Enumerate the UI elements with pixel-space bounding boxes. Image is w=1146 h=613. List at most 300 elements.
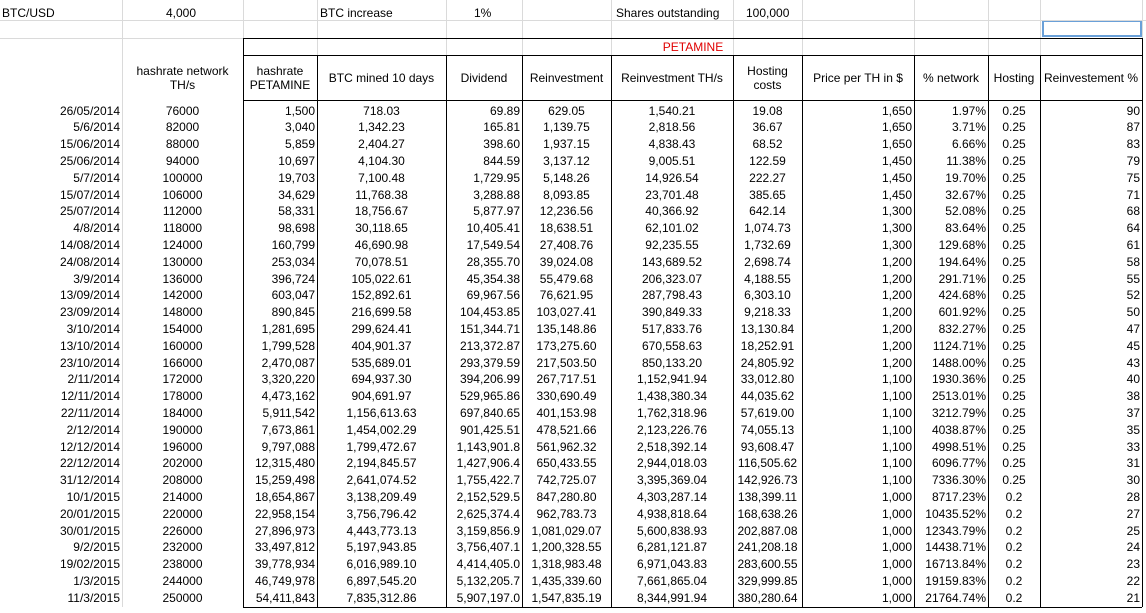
table-cell[interactable]: 238000 [162, 557, 203, 572]
table-cell[interactable]: 103,027.41 [536, 305, 597, 320]
table-cell[interactable]: 12,236.56 [539, 204, 594, 219]
header-3[interactable]: BTC mined 10 days [328, 71, 435, 85]
table-cell[interactable]: 11.38% [946, 153, 986, 168]
table-cell[interactable]: 1,000 [881, 557, 912, 572]
table-cell[interactable]: 4,188.55 [744, 271, 791, 286]
table-cell[interactable]: 4,303,287.14 [636, 489, 708, 504]
table-cell[interactable]: 27,896,973 [254, 523, 315, 538]
table-cell[interactable]: 2,818.56 [648, 120, 696, 135]
table-cell[interactable]: 106000 [162, 187, 203, 202]
table-cell[interactable]: 9,797,088 [261, 439, 315, 454]
table-cell[interactable]: 1124.71% [932, 338, 986, 353]
table-cell[interactable]: 0.2 [1005, 540, 1023, 555]
table-cell[interactable]: 208000 [162, 473, 203, 488]
table-cell[interactable]: 71 [1126, 187, 1140, 202]
table-cell[interactable]: 901,425.51 [459, 422, 520, 437]
table-cell[interactable]: 46,690.98 [354, 237, 409, 252]
table-cell[interactable]: 14,926.54 [645, 170, 699, 185]
table-cell[interactable]: 124000 [162, 237, 203, 252]
table-cell[interactable]: 962,783.73 [536, 506, 597, 521]
table-cell[interactable]: 57,619.00 [740, 405, 795, 420]
table-cell[interactable]: 64 [1126, 221, 1140, 236]
table-cell[interactable]: 19159.83% [925, 573, 986, 588]
table-cell[interactable]: 1,200 [881, 321, 912, 336]
table-cell[interactable]: 19,703 [278, 170, 315, 185]
table-cell[interactable]: 17,549.54 [466, 237, 520, 252]
row-date-cell[interactable]: 13/09/2014 [59, 288, 120, 303]
table-cell[interactable]: 904,691.97 [351, 389, 412, 404]
table-cell[interactable]: 5,197,943.85 [346, 540, 417, 555]
table-cell[interactable]: 0.25 [1002, 456, 1026, 471]
table-cell[interactable]: 136000 [162, 271, 203, 286]
table-cell[interactable]: 4,104.30 [358, 153, 405, 168]
table-cell[interactable]: 32.67% [945, 187, 986, 202]
table-cell[interactable]: 1,143,901.8 [456, 439, 520, 454]
table-cell[interactable]: 33,497,812 [254, 540, 315, 555]
table-cell[interactable]: 38 [1126, 389, 1140, 404]
table-cell[interactable]: 1,427,906.4 [456, 456, 520, 471]
table-cell[interactable]: 5,877.97 [473, 204, 520, 219]
table-cell[interactable]: 23 [1126, 557, 1140, 572]
table-cell[interactable]: 7,673,861 [261, 422, 315, 437]
table-cell[interactable]: 19.70% [945, 170, 986, 185]
table-cell[interactable]: 39,024.08 [539, 254, 594, 269]
header-1[interactable]: hashrate network TH/s [136, 64, 229, 92]
table-cell[interactable]: 2,123,226.76 [636, 422, 708, 437]
table-cell[interactable]: 30 [1126, 473, 1140, 488]
table-cell[interactable]: 143,689.52 [641, 254, 703, 269]
table-cell[interactable]: 10435.52% [925, 506, 986, 521]
table-cell[interactable]: 8,093.85 [543, 187, 590, 202]
table-cell[interactable]: 1,100 [881, 372, 912, 387]
table-cell[interactable]: 694,937.30 [351, 372, 412, 387]
table-cell[interactable]: 94000 [165, 153, 200, 168]
table-cell[interactable]: 3,137.12 [543, 153, 590, 168]
row-date-cell[interactable]: 2/12/2014 [66, 422, 120, 437]
row-date-cell[interactable]: 4/8/2014 [73, 221, 120, 236]
table-cell[interactable]: 47 [1126, 321, 1140, 336]
btc-increase-value[interactable]: 1% [474, 6, 492, 20]
btc-usd-label[interactable]: BTC/USD [2, 6, 55, 20]
table-cell[interactable]: 0.25 [1002, 389, 1026, 404]
table-cell[interactable]: 1,762,318.96 [636, 405, 708, 420]
table-cell[interactable]: 1,281,695 [261, 321, 315, 336]
table-cell[interactable]: 1,100 [881, 456, 912, 471]
table-cell[interactable]: 1,318,983.48 [531, 557, 602, 572]
table-cell[interactable]: 0.2 [1005, 523, 1023, 538]
table-cell[interactable]: 253,034 [271, 254, 315, 269]
row-date-cell[interactable]: 15/06/2014 [59, 137, 120, 152]
table-cell[interactable]: 844.59 [483, 153, 520, 168]
table-cell[interactable]: 98,698 [278, 221, 315, 236]
table-cell[interactable]: 24,805.92 [740, 355, 795, 370]
table-cell[interactable]: 1930.36% [931, 372, 986, 387]
table-cell[interactable]: 24 [1126, 540, 1140, 555]
table-cell[interactable]: 18,654,867 [254, 489, 315, 504]
table-cell[interactable]: 398.60 [483, 137, 520, 152]
table-cell[interactable]: 202000 [162, 456, 203, 471]
table-cell[interactable]: 1,450 [881, 187, 912, 202]
table-cell[interactable]: 3.71% [951, 120, 986, 135]
table-cell[interactable]: 27 [1126, 506, 1140, 521]
table-cell[interactable]: 3,288.88 [473, 187, 520, 202]
table-cell[interactable]: 190000 [162, 422, 203, 437]
table-cell[interactable]: 1,450 [881, 153, 912, 168]
table-cell[interactable]: 160,799 [271, 237, 315, 252]
table-cell[interactable]: 0.2 [1005, 506, 1023, 521]
table-cell[interactable]: 394,206.99 [459, 372, 520, 387]
table-cell[interactable]: 0.25 [1002, 170, 1026, 185]
table-cell[interactable]: 2,404.27 [358, 137, 405, 152]
header-10[interactable]: Hosting [993, 71, 1035, 85]
table-cell[interactable]: 3,395,369.04 [636, 473, 708, 488]
table-cell[interactable]: 424.68% [938, 288, 986, 303]
table-cell[interactable]: 890,845 [271, 305, 315, 320]
table-cell[interactable]: 154000 [162, 321, 203, 336]
table-cell[interactable]: 160000 [162, 338, 203, 353]
table-cell[interactable]: 216,699.58 [351, 305, 412, 320]
row-date-cell[interactable]: 24/08/2014 [59, 254, 120, 269]
table-cell[interactable]: 30,118.65 [355, 221, 408, 236]
table-cell[interactable]: 16713.84% [925, 557, 986, 572]
row-date-cell[interactable]: 5/7/2014 [73, 170, 120, 185]
table-cell[interactable]: 1,200,328.55 [531, 540, 602, 555]
shares-outstanding-value[interactable]: 100,000 [746, 6, 790, 20]
table-cell[interactable]: 21764.74% [925, 590, 986, 605]
table-cell[interactable]: 1,799,528 [261, 338, 315, 353]
table-cell[interactable]: 6,303.10 [744, 288, 791, 303]
table-cell[interactable]: 76,621.95 [539, 288, 594, 303]
table-cell[interactable]: 847,280.80 [536, 489, 597, 504]
table-cell[interactable]: 22,958,154 [254, 506, 315, 521]
table-cell[interactable]: 2,152,529.5 [456, 489, 520, 504]
table-cell[interactable]: 172000 [162, 372, 203, 387]
table-cell[interactable]: 214000 [162, 489, 203, 504]
table-cell[interactable]: 1,732.69 [744, 237, 791, 252]
table-cell[interactable]: 11,768.38 [355, 187, 408, 202]
row-date-cell[interactable]: 12/11/2014 [60, 389, 120, 404]
table-cell[interactable]: 561,962.32 [536, 439, 597, 454]
table-cell[interactable]: 1,000 [881, 590, 912, 605]
table-cell[interactable]: 138,399.11 [737, 489, 798, 504]
table-cell[interactable]: 0.25 [1002, 338, 1026, 353]
table-cell[interactable]: 291.71% [938, 271, 986, 286]
table-cell[interactable]: 9,005.51 [648, 153, 696, 168]
table-cell[interactable]: 0.25 [1002, 288, 1026, 303]
table-cell[interactable]: 1,100 [881, 389, 912, 404]
table-cell[interactable]: 7,661,865.04 [636, 573, 708, 588]
table-cell[interactable]: 31 [1126, 456, 1140, 471]
table-cell[interactable]: 45,354.38 [466, 271, 520, 286]
table-cell[interactable]: 178000 [162, 389, 203, 404]
row-date-cell[interactable]: 9/2/2015 [73, 540, 120, 555]
table-cell[interactable]: 75 [1126, 170, 1140, 185]
table-cell[interactable]: 1,200 [881, 271, 912, 286]
row-date-cell[interactable]: 30/01/2015 [59, 523, 120, 538]
table-cell[interactable]: 401,153.98 [536, 405, 597, 420]
table-cell[interactable]: 850,133.20 [641, 355, 703, 370]
table-cell[interactable]: 250000 [162, 590, 203, 605]
table-cell[interactable]: 4038.87% [931, 422, 986, 437]
table-cell[interactable]: 0.25 [1002, 187, 1026, 202]
table-cell[interactable]: 202,887.08 [737, 523, 798, 538]
table-cell[interactable]: 1,000 [881, 489, 912, 504]
table-cell[interactable]: 33 [1126, 439, 1140, 454]
table-cell[interactable]: 0.2 [1005, 557, 1023, 572]
table-cell[interactable]: 217,503.50 [536, 355, 597, 370]
table-cell[interactable]: 1,152,941.94 [636, 372, 708, 387]
table-cell[interactable]: 0.2 [1005, 573, 1023, 588]
table-cell[interactable]: 5,600,838.93 [636, 523, 708, 538]
table-cell[interactable]: 6,897,545.20 [346, 573, 417, 588]
table-cell[interactable]: 5,132,205.7 [456, 573, 520, 588]
table-cell[interactable]: 5,859 [284, 137, 315, 152]
table-cell[interactable]: 112000 [162, 204, 203, 219]
table-cell[interactable]: 1,200 [881, 338, 912, 353]
table-cell[interactable]: 0.25 [1002, 321, 1026, 336]
table-cell[interactable]: 12,315,480 [254, 456, 315, 471]
table-cell[interactable]: 404,901.37 [351, 338, 412, 353]
table-cell[interactable]: 21 [1126, 590, 1140, 605]
row-date-cell[interactable]: 19/02/2015 [59, 557, 120, 572]
table-cell[interactable]: 90 [1126, 103, 1140, 118]
table-cell[interactable]: 5,148.26 [543, 170, 590, 185]
table-cell[interactable]: 165.81 [483, 120, 520, 135]
table-cell[interactable]: 0.25 [1002, 221, 1026, 236]
table-cell[interactable]: 1,081,029.07 [531, 523, 602, 538]
table-cell[interactable]: 173,275.60 [536, 338, 597, 353]
table-cell[interactable]: 1,300 [881, 221, 912, 236]
table-cell[interactable]: 1,755,422.7 [456, 473, 520, 488]
table-cell[interactable]: 52.08% [945, 204, 986, 219]
table-cell[interactable]: 45 [1126, 338, 1140, 353]
table-cell[interactable]: 0.25 [1002, 271, 1026, 286]
table-cell[interactable]: 0.25 [1002, 103, 1026, 118]
table-cell[interactable]: 0.25 [1002, 254, 1026, 269]
table-cell[interactable]: 13,130.84 [740, 321, 795, 336]
header-7[interactable]: Hosting costs [747, 64, 788, 92]
table-cell[interactable]: 28 [1126, 489, 1140, 504]
table-cell[interactable]: 0.25 [1002, 137, 1026, 152]
header-4[interactable]: Dividend [460, 71, 508, 85]
table-cell[interactable]: 2,641,074.52 [346, 473, 417, 488]
row-date-cell[interactable]: 11/3/2015 [67, 590, 120, 605]
table-cell[interactable]: 0.25 [1002, 439, 1026, 454]
table-cell[interactable]: 92,235.55 [645, 237, 699, 252]
table-cell[interactable]: 1,650 [881, 103, 912, 118]
table-cell[interactable]: 100000 [162, 170, 203, 185]
table-cell[interactable]: 385.65 [749, 187, 786, 202]
table-cell[interactable]: 151,344.71 [459, 321, 520, 336]
row-date-cell[interactable]: 15/07/2014 [59, 187, 120, 202]
table-cell[interactable]: 1,100 [881, 405, 912, 420]
table-cell[interactable]: 2,470,087 [261, 355, 315, 370]
table-cell[interactable]: 46,749,978 [254, 573, 315, 588]
table-cell[interactable]: 478,521.66 [536, 422, 597, 437]
table-cell[interactable]: 2,698.74 [744, 254, 791, 269]
table-cell[interactable]: 10,697 [278, 153, 315, 168]
table-cell[interactable]: 22 [1126, 573, 1140, 588]
table-cell[interactable]: 79 [1126, 153, 1140, 168]
header-6[interactable]: Reinvestment TH/s [621, 71, 723, 85]
table-cell[interactable]: 329,999.85 [737, 573, 798, 588]
table-cell[interactable]: 1,000 [881, 540, 912, 555]
table-cell[interactable]: 122.59 [749, 153, 786, 168]
table-cell[interactable]: 58 [1126, 254, 1140, 269]
table-cell[interactable]: 50 [1126, 305, 1140, 320]
table-cell[interactable]: 10,405.41 [466, 221, 520, 236]
table-cell[interactable]: 52 [1126, 288, 1140, 303]
table-cell[interactable]: 1,200 [881, 355, 912, 370]
table-cell[interactable]: 2,194,845.57 [346, 456, 417, 471]
table-cell[interactable]: 27,408.76 [539, 237, 594, 252]
table-cell[interactable]: 287,798.43 [641, 288, 703, 303]
table-cell[interactable]: 1,000 [881, 573, 912, 588]
table-cell[interactable]: 1,540.21 [648, 103, 696, 118]
table-cell[interactable]: 0.25 [1002, 405, 1026, 420]
table-cell[interactable]: 7,835,312.86 [346, 590, 417, 605]
row-date-cell[interactable]: 14/08/2014 [59, 237, 120, 252]
table-cell[interactable]: 74,055.13 [740, 422, 795, 437]
table-cell[interactable]: 166000 [162, 355, 203, 370]
table-cell[interactable]: 0.25 [1002, 305, 1026, 320]
table-cell[interactable]: 7336.30% [931, 473, 986, 488]
table-cell[interactable]: 1,450 [881, 170, 912, 185]
table-cell[interactable]: 299,624.41 [351, 321, 412, 336]
table-cell[interactable]: 742,725.07 [536, 473, 597, 488]
table-cell[interactable]: 642.14 [749, 204, 786, 219]
table-cell[interactable]: 142000 [162, 288, 203, 303]
table-cell[interactable]: 517,833.76 [641, 321, 703, 336]
table-cell[interactable]: 44,035.62 [740, 389, 795, 404]
header-5[interactable]: Reinvestment [529, 71, 604, 85]
table-cell[interactable]: 396,724 [271, 271, 315, 286]
table-cell[interactable]: 3,756,407.1 [456, 540, 520, 555]
table-cell[interactable]: 58,331 [278, 204, 315, 219]
table-cell[interactable]: 104,453.85 [459, 305, 520, 320]
table-cell[interactable]: 0.2 [1005, 489, 1023, 504]
table-cell[interactable]: 1,300 [881, 237, 912, 252]
table-cell[interactable]: 34,629 [278, 187, 315, 202]
table-cell[interactable]: 1,547,835.19 [531, 590, 602, 605]
table-cell[interactable]: 39,778,934 [254, 557, 315, 572]
table-cell[interactable]: 1,200 [881, 254, 912, 269]
row-date-cell[interactable]: 22/12/2014 [59, 456, 120, 471]
table-cell[interactable]: 6,971,043.83 [636, 557, 708, 572]
table-cell[interactable]: 2,518,392.14 [636, 439, 708, 454]
table-cell[interactable]: 0.25 [1002, 372, 1026, 387]
table-cell[interactable]: 1,342.23 [358, 120, 405, 135]
table-cell[interactable]: 283,600.55 [737, 557, 798, 572]
table-cell[interactable]: 1,074.73 [744, 221, 791, 236]
table-cell[interactable]: 4,414,405.0 [456, 557, 520, 572]
table-cell[interactable]: 4,473,162 [261, 389, 315, 404]
row-date-cell[interactable]: 23/09/2014 [59, 305, 120, 320]
table-cell[interactable]: 76000 [165, 103, 200, 118]
header-8[interactable]: Price per TH in $ [813, 71, 903, 85]
table-cell[interactable]: 69,967.56 [466, 288, 520, 303]
table-cell[interactable]: 0.2 [1005, 590, 1023, 605]
table-cell[interactable]: 293,379.59 [459, 355, 520, 370]
table-cell[interactable]: 55 [1126, 271, 1140, 286]
table-cell[interactable]: 18,252.91 [740, 338, 795, 353]
row-date-cell[interactable]: 20/01/2015 [59, 506, 120, 521]
table-cell[interactable]: 1,799,472.67 [346, 439, 417, 454]
table-cell[interactable]: 1,300 [881, 204, 912, 219]
table-cell[interactable]: 241,208.18 [737, 540, 798, 555]
table-cell[interactable]: 3,138,209.49 [346, 489, 417, 504]
table-cell[interactable]: 601.92% [938, 305, 986, 320]
row-date-cell[interactable]: 3/9/2014 [73, 271, 120, 286]
table-cell[interactable]: 3,040 [284, 120, 315, 135]
row-date-cell[interactable]: 2/11/2014 [67, 372, 120, 387]
table-cell[interactable]: 129.68% [938, 237, 986, 252]
table-cell[interactable]: 1,000 [881, 523, 912, 538]
table-cell[interactable]: 184000 [162, 405, 203, 420]
table-cell[interactable]: 832.27% [938, 321, 986, 336]
table-cell[interactable]: 1,100 [881, 439, 912, 454]
table-cell[interactable]: 105,022.61 [351, 271, 412, 286]
table-cell[interactable]: 83.64% [945, 221, 986, 236]
table-cell[interactable]: 206,323.07 [641, 271, 703, 286]
table-cell[interactable]: 220000 [162, 506, 203, 521]
row-date-cell[interactable]: 12/12/2014 [59, 439, 120, 454]
table-cell[interactable]: 12343.79% [925, 523, 986, 538]
table-cell[interactable]: 1,139.75 [543, 120, 590, 135]
table-cell[interactable]: 36.67 [752, 120, 783, 135]
table-cell[interactable]: 40,366.92 [645, 204, 699, 219]
table-cell[interactable]: 23,701.48 [645, 187, 699, 202]
table-cell[interactable]: 40 [1126, 372, 1140, 387]
table-cell[interactable]: 6,016,989.10 [346, 557, 417, 572]
table-cell[interactable]: 1,729.95 [473, 170, 520, 185]
table-cell[interactable]: 1488.00% [931, 355, 986, 370]
table-cell[interactable]: 28,355.70 [466, 254, 520, 269]
table-cell[interactable]: 4998.51% [931, 439, 986, 454]
table-cell[interactable]: 1,438,380.34 [636, 389, 708, 404]
table-cell[interactable]: 196000 [162, 439, 203, 454]
table-cell[interactable]: 25 [1126, 523, 1140, 538]
table-cell[interactable]: 8717.23% [931, 489, 986, 504]
table-cell[interactable]: 3,320,220 [261, 372, 315, 387]
table-cell[interactable]: 62,101.02 [645, 221, 699, 236]
row-date-cell[interactable]: 5/6/2014 [73, 120, 120, 135]
row-date-cell[interactable]: 3/10/2014 [66, 321, 120, 336]
table-cell[interactable]: 0.25 [1002, 355, 1026, 370]
table-cell[interactable]: 135,148.86 [536, 321, 597, 336]
table-cell[interactable]: 3,159,856.9 [456, 523, 520, 538]
table-cell[interactable]: 194.64% [938, 254, 986, 269]
btc-increase-label[interactable]: BTC increase [320, 6, 393, 20]
table-cell[interactable]: 380,280.64 [737, 590, 798, 605]
header-11[interactable]: Reinvestement % [1043, 71, 1139, 85]
table-cell[interactable]: 0.25 [1002, 153, 1026, 168]
table-cell[interactable]: 0.25 [1002, 422, 1026, 437]
table-cell[interactable]: 1,100 [881, 473, 912, 488]
table-cell[interactable]: 226000 [162, 523, 203, 538]
table-cell[interactable]: 3212.79% [931, 405, 986, 420]
table-cell[interactable]: 650,433.55 [536, 456, 597, 471]
table-cell[interactable]: 629.05 [548, 103, 585, 118]
table-cell[interactable]: 330,690.49 [536, 389, 597, 404]
table-cell[interactable]: 18,638.51 [539, 221, 594, 236]
table-cell[interactable]: 43 [1126, 355, 1140, 370]
table-cell[interactable]: 244000 [162, 573, 203, 588]
table-cell[interactable]: 0.25 [1002, 473, 1026, 488]
table-cell[interactable]: 6096.77% [931, 456, 986, 471]
table-cell[interactable]: 14438.71% [925, 540, 986, 555]
table-cell[interactable]: 118000 [162, 221, 203, 236]
